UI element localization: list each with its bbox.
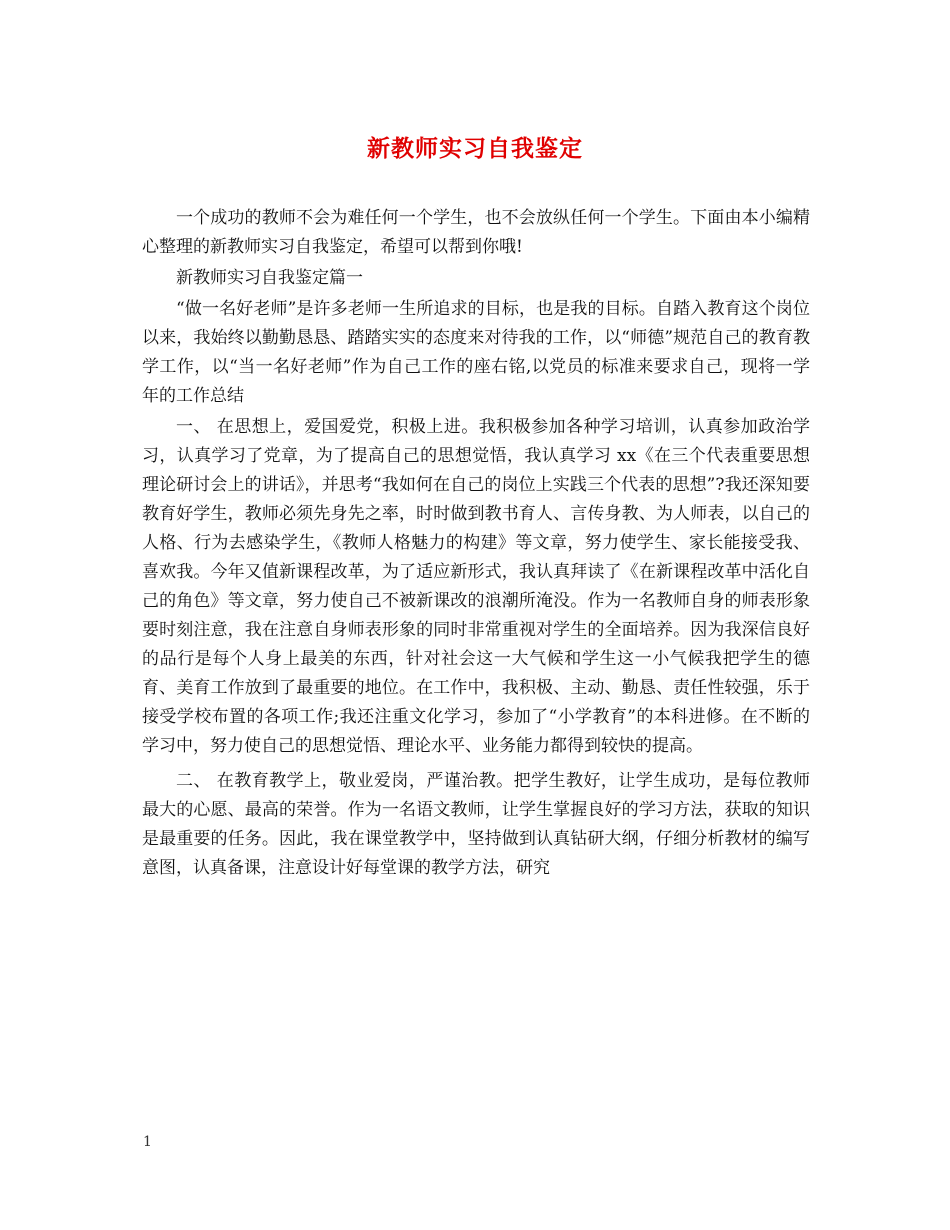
- intro-paragraph: 一个成功的教师不会为难任何一个学生，也不会放纵任何一个学生。下面由本小编精心整理的新教师实习自我鉴定，希望可以帮到你哦!: [142, 208, 810, 257]
- document-title: 新教师实习自我鉴定: [367, 135, 583, 162]
- document-body: [142, 204, 810, 883]
- body-paragraph-thought: 一、 在思想上，爱国爱党，积极上进。我积极参加各种学习培训，认真参加政治学习，认真学习了党章，为了提高自己的思想觉悟，我认真学习 xx《在三个代表重要思想理论研讨会上的讲话》，并思考“我如何在自己的岗位上实践三个代表的思想”?我还深知要教育好学生，教师必须先身先之率，时时做到教书育人、言传身教、为人师表，以自己的人格、行为去感染学生，《教师人格魅力的构建》等文章，努力使学生、家长能接受我、喜欢我。今年又值新课程改革，为了适应新形式，我认真拜读了《在新课程改革中活化自己的角色》等文章，努力使自己不被新课改的浪潮所淹没。作为一名教师自身的师表形象要时刻注意，我在注意自身师表形象的同时非常重视对学生的全面培养。因为我深信良好的品行是每个人身上最美的东西，针对社会这一大气候和学生这一小气候我把学生的德育、美育工作放到了最重要的地位。在工作中，我积极、主动、勤恳、责任性较强，乐于接受学校布置的各项工作;我还注重文化学习，参加了“小学教育”的本科进修。在不断的学习中，努力使自己的思想觉悟、理论水平、业务能力都得到较快的提高。: [142, 417, 810, 756]
- body-paragraph-goal: “做一名好老师”是许多老师一生所追求的目标，也是我的目标。自踏入教育这个岗位以来，我始终以勤勤恳恳、踏踏实实的态度来对待我的工作，以“师德”规范自己的教育教学工作，以“当一名好老师”作为自己工作的座右铭,以党员的标准来要求自己，现将一学年的工作总结: [142, 299, 810, 406]
- body-paragraph-teaching: 二、 在教育教学上，敬业爱岗，严谨治教。把学生教好，让学生成功，是每位教师最大的心愿、最高的荣誉。作为一名语文教师，让学生掌握良好的学习方法，获取的知识是最重要的任务。因此，我在课堂教学中，坚持做到认真钻研大纲，仔细分析教材的编写意图，认真备课，注意设计好每堂课的教学方法，研究: [142, 771, 810, 878]
- page-number: 1: [143, 1134, 152, 1150]
- section-heading: 新教师实习自我鉴定篇一: [176, 268, 363, 288]
